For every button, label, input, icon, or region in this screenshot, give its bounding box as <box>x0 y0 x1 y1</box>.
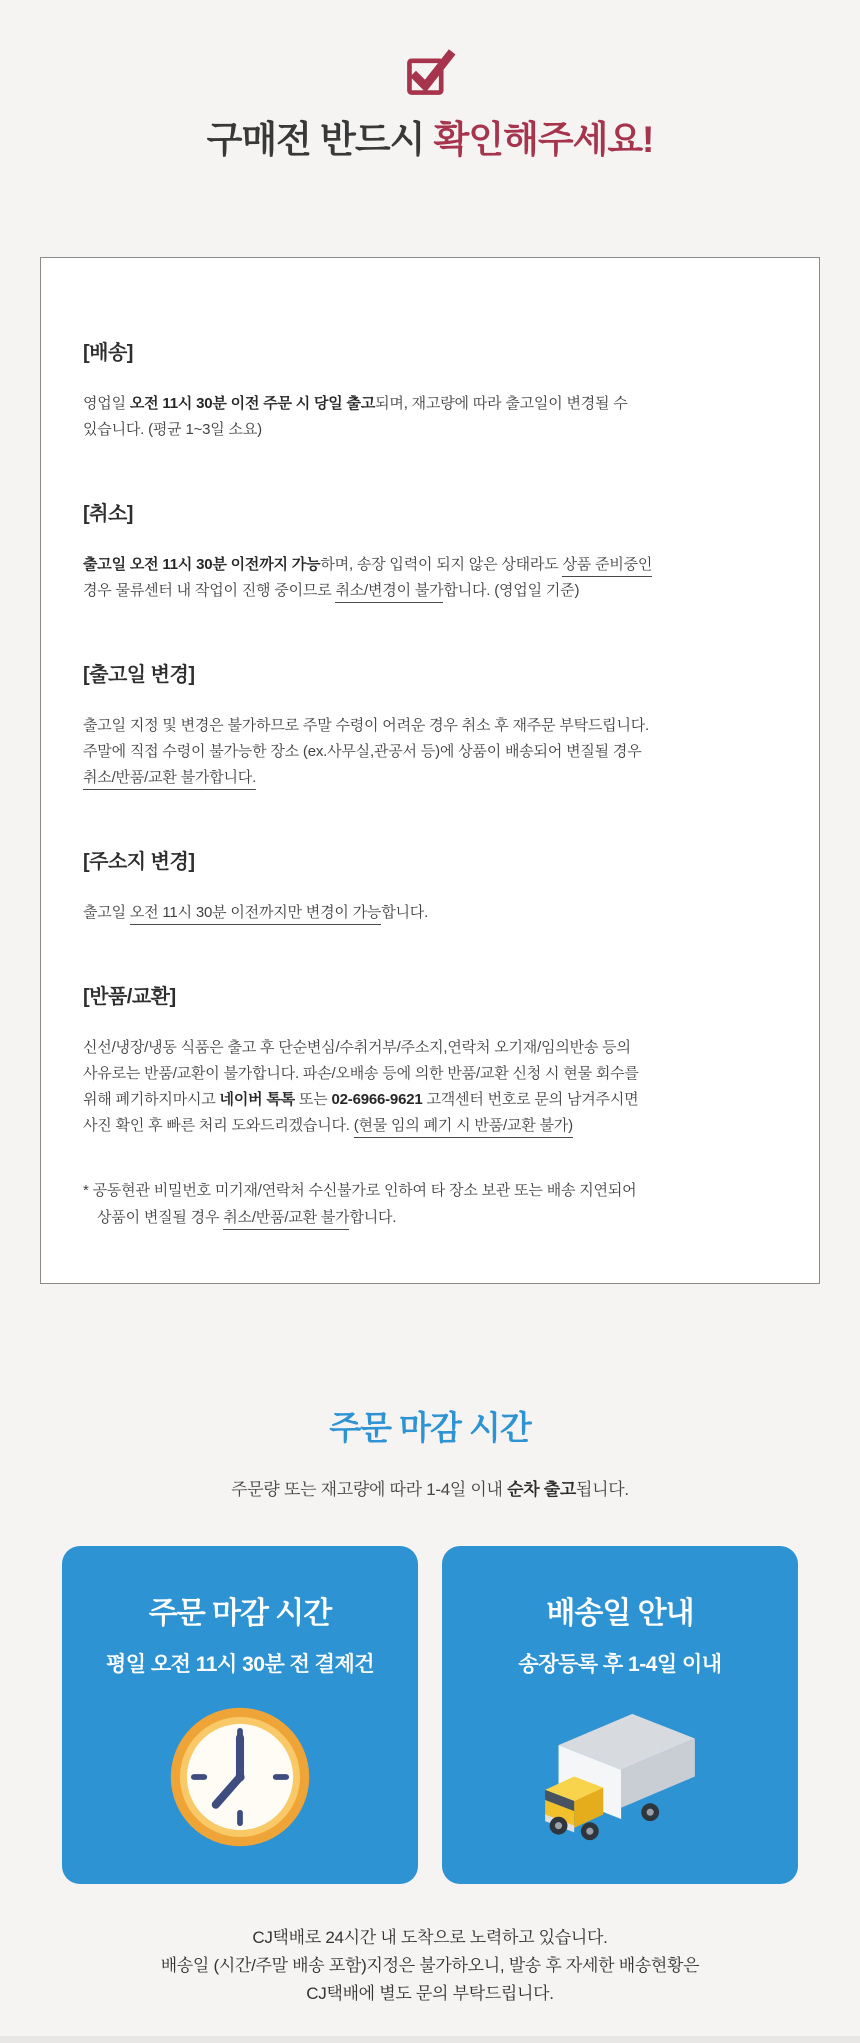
section-body-address-change: 출고일 오전 11시 30분 이전까지만 변경이 가능합니다. <box>83 900 771 926</box>
delivery-date-card-heading: 배송일 안내 <box>546 1597 694 1630</box>
section-body-shipping: 영업일 오전 11시 30분 이전 주문 시 당일 출고되며, 재고량에 따라 출고일이 변경될 수 있습니다. (평균 1~3일 소요) <box>83 395 628 438</box>
section-heading-shipping: [배송] <box>83 342 133 364</box>
page-title-highlight: 확인해주세요! <box>433 119 654 160</box>
section-heading-shipdate-change: [출고일 변경] <box>83 664 195 686</box>
notice-section-return-exchange <box>83 980 771 1139</box>
section-body-return-exchange: 신선/냉장/냉동 식품은 출고 후 단순변심/수취거부/주소지,연락처 오기재/임의반송 등의 사유로는 반품/교환이 불가합니다. 파손/오배송 등에 의한 반품/교환 신청 시 현물 회수를 위해 폐기하지마시고 네이버 톡톡 또는 02-6966-9621 고객센터 번호로 문의 남겨주시면 사진 확인 후 빠른 처리 도와드리겠습니다. (현물 임의 폐기 시 반품/교환 불가) <box>83 1035 771 1139</box>
section-heading-address-change: [주소지 변경] <box>83 851 195 873</box>
section-heading-cancel: [취소] <box>83 503 133 525</box>
section-body-shipdate-change: 출고일 지정 및 변경은 불가하므로 주말 수령이 어려운 경우 취소 후 재주문 부탁드립니다. 주말에 직접 수령이 불가능한 장소 (ex.사무실,관공서 등)에 상품이 배송되어 변질될 경우 취소/반품/교환 불가합니다. <box>83 713 771 791</box>
delivery-info-cards <box>62 1546 798 1884</box>
footer-line-2: 배송일 (시간/주말 배송 포함)지정은 불가하오니, 발송 후 자세한 배송현황은 <box>160 1956 700 1975</box>
order-deadline-card <box>62 1546 418 1884</box>
page-title <box>0 119 860 161</box>
delivery-truck-icon <box>442 1702 798 1847</box>
delivery-date-card <box>442 1546 798 1884</box>
courier-footer <box>0 1924 860 2008</box>
footer-line-3: CJ택배에 별도 문의 부탁드립니다. <box>306 1984 554 2003</box>
order-deadline-section <box>0 1402 860 2008</box>
notice-footnote: * 공동현관 비밀번호 미기재/연락처 수신불가로 인하여 타 장소 보관 또는 배송 지연되어 상품이 변질될 경우 취소/반품/교환 불가합니다. <box>83 1177 771 1231</box>
delivery-date-card-sub: 송장등록 후 1-4일 이내 <box>518 1653 722 1676</box>
header <box>0 0 860 161</box>
order-deadline-title: 주문 마감 시간 <box>329 1409 531 1446</box>
notice-section-cancel <box>83 497 771 604</box>
checkbox-check-icon <box>402 44 458 100</box>
footer-line-1: CJ택배로 24시간 내 도착으로 노력하고 있습니다. <box>252 1928 608 1947</box>
order-deadline-subtitle: 주문량 또는 재고량에 따라 1-4일 이내 순차 출고됩니다. <box>231 1480 629 1499</box>
notice-section-shipping <box>83 336 771 443</box>
section-body-cancel: 출고일 오전 11시 30분 이전까지 가능하며, 송장 입력이 되지 않은 상태라도 상품 준비중인 경우 물류센터 내 작업이 진행 중이므로 취소/변경이 불가합니다. (영업일 기준) <box>83 552 771 604</box>
notice-box <box>40 257 820 1284</box>
section-heading-return-exchange: [반품/교환] <box>83 986 176 1008</box>
notice-section-address-change <box>83 845 771 926</box>
notice-section-shipdate-change <box>83 658 771 791</box>
next-section-divider <box>0 2036 860 2043</box>
page-title-prefix: 구매전 반드시 <box>206 119 434 160</box>
order-deadline-card-sub: 평일 오전 11시 30분 전 결제건 <box>105 1653 375 1676</box>
clock-icon <box>62 1702 418 1857</box>
order-deadline-card-heading: 주문 마감 시간 <box>148 1597 332 1630</box>
